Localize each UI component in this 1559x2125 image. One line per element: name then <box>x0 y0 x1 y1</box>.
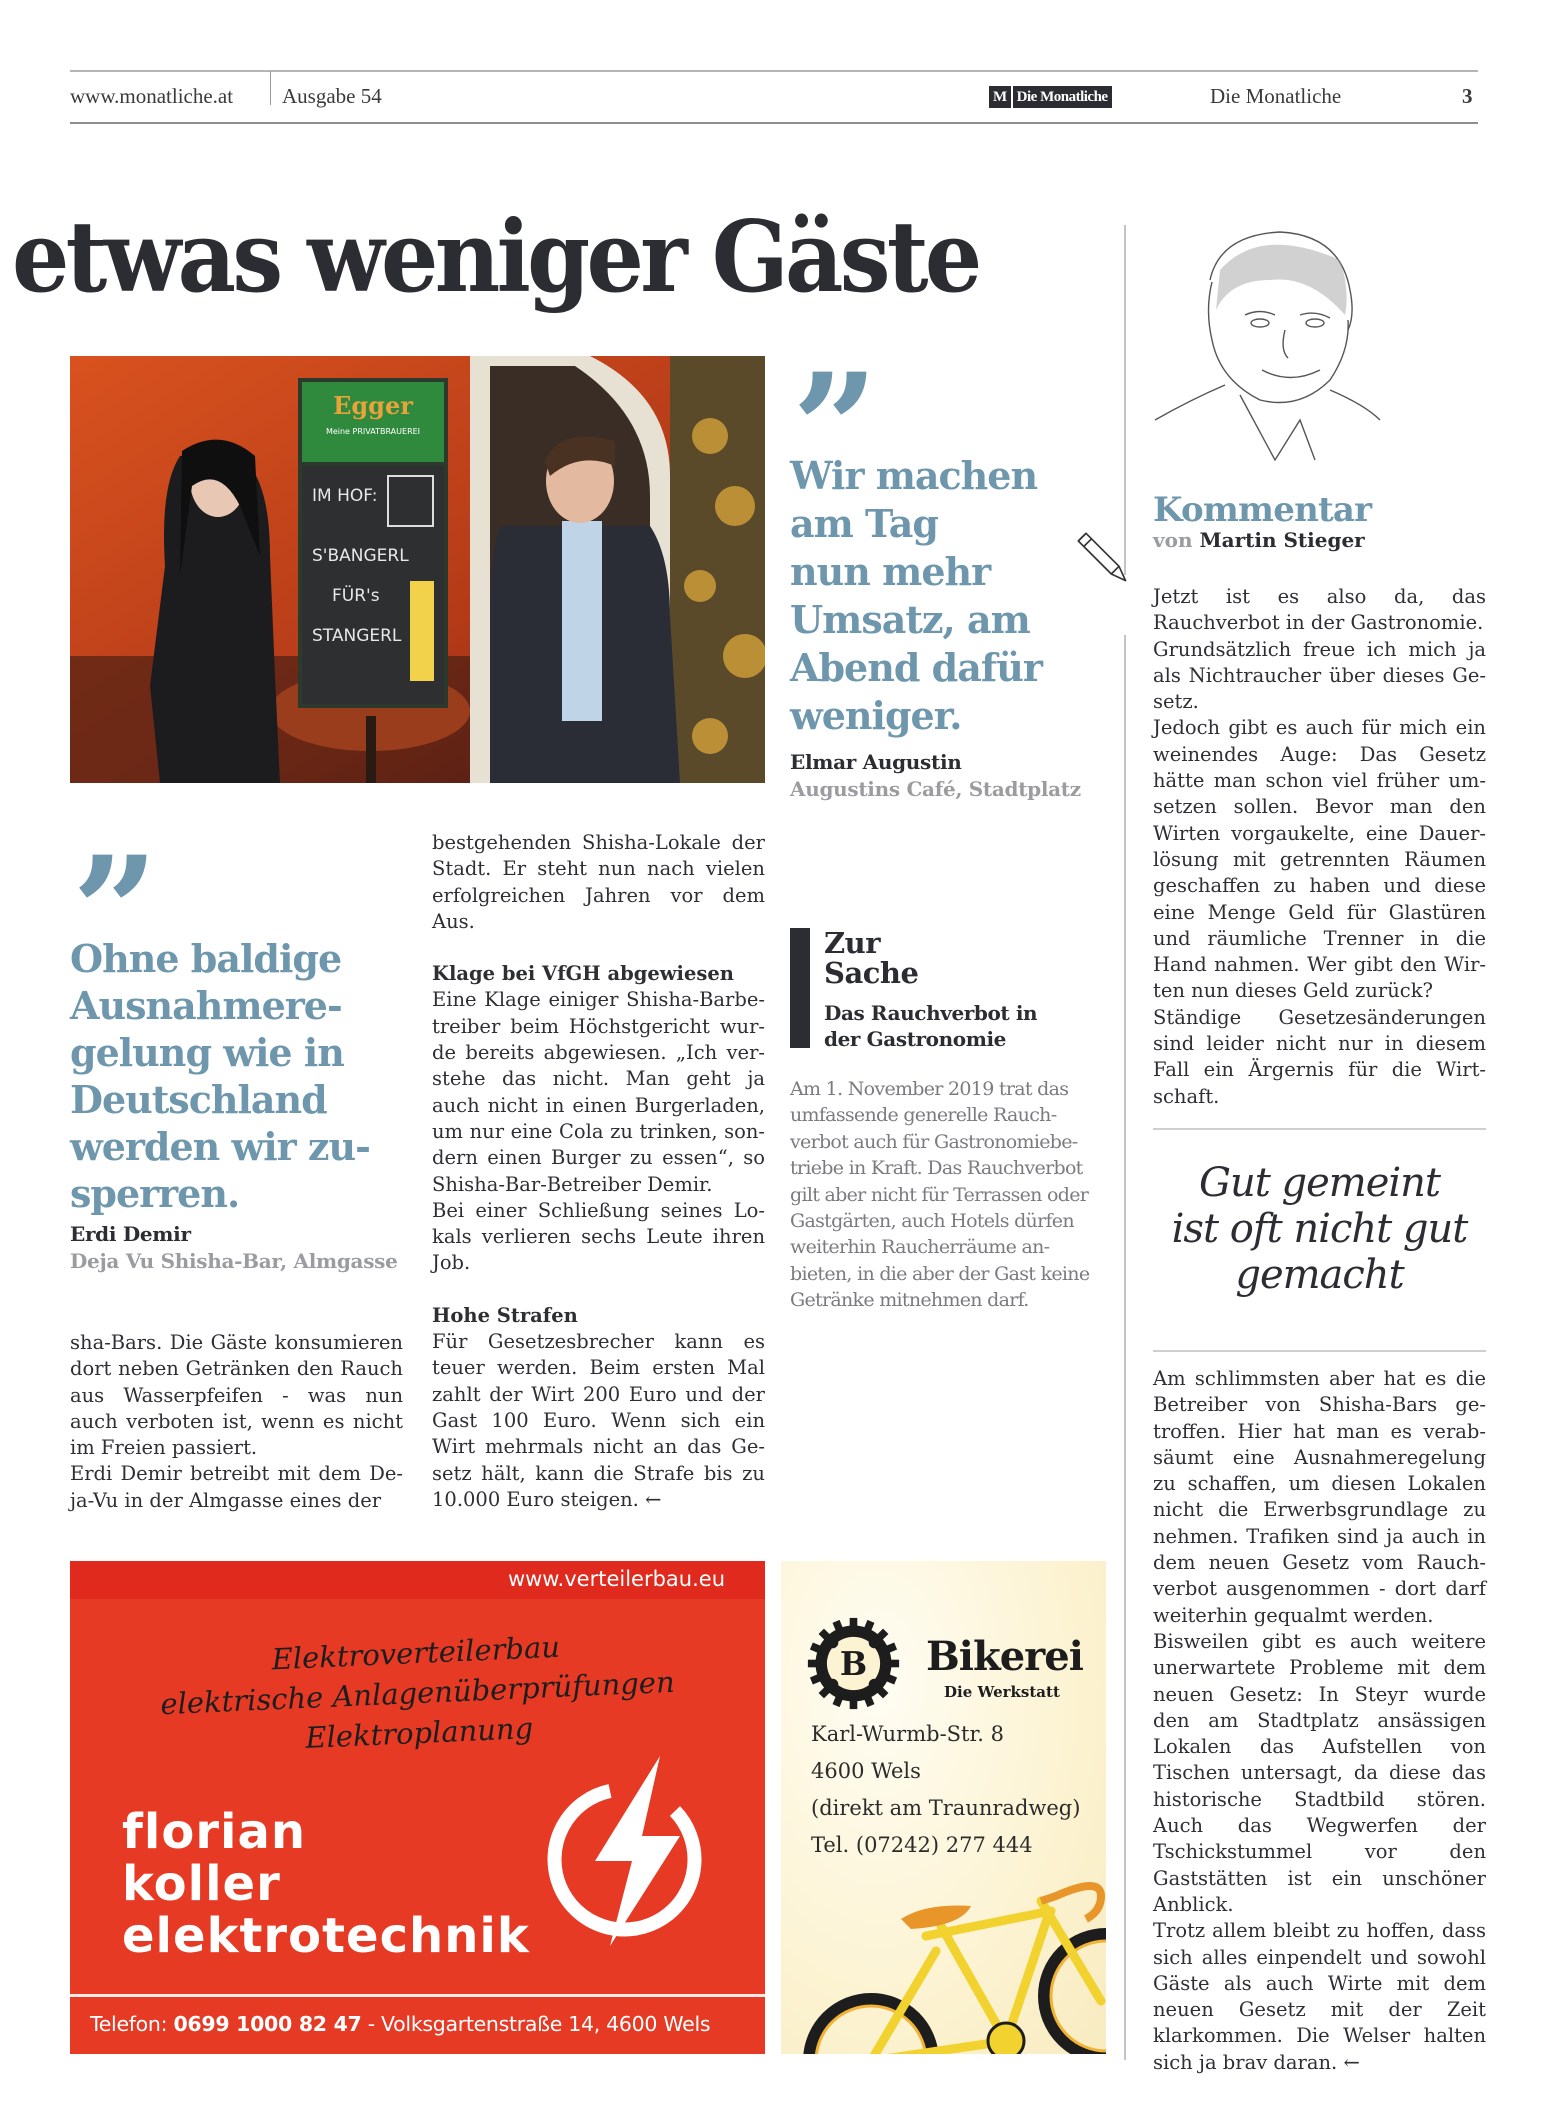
quote-place: Deja Vu Shisha-Bar, Almgasse <box>70 1249 398 1273</box>
paragraph: Trotz allem bleibt zu hoffen, dass sich alles einpendelt und sowohl Gäste als auch Wirte mit dem neuen Gesetz mit der Zeit klarkommen. Die Welser halten sich ja brav daran. ← <box>1153 1919 1486 2074</box>
paragraph: Eine Klage einiger Shisha-Barbetreiber beim Höchstgericht wurde bereits abgewiesen. „Ich verstehe das nicht. Man geht ja auch nicht in einen Burgerladen, um nur eine Cola zu trinken, sondern einen Burger zu essen“, so Shisha-Bar-Betreiber Demir. <box>432 988 765 1196</box>
zur-sache-bar <box>790 928 810 1048</box>
bicycle-illustration <box>801 1881 1106 2054</box>
address-line: Karl-Wurmb-Str. 8 <box>811 1722 1004 1746</box>
logo-m: M <box>989 86 1011 108</box>
pullquote-rule-bottom <box>1153 1350 1486 1352</box>
zur-sache-body: Am 1. November 2019 trat das umfassende generelle Rauchverbot auch für Gastronomiebetriebe in Kraft. Das Rauchverbot gilt aber nicht für Terrassen oder Gastgärten, auch Hotels dürfen weiterhin Raucherräume anbieten, in die aber der Gast keine Getränke mitnehmen darf. <box>790 1078 1090 1312</box>
sign-brand: Egger <box>333 391 413 420</box>
pull-quote-augustin <box>790 452 1120 740</box>
logo-letter: B <box>839 1644 868 1683</box>
paragraph: Grundsätzlich freue ich mich ja als Nichtraucher über dieses Gesetz. <box>1153 637 1486 714</box>
name-line: florian <box>122 1804 306 1860</box>
header-rule-top <box>70 70 1478 72</box>
ad-bikerei-address <box>811 1716 1080 1864</box>
quote-icon: ” <box>72 824 145 1000</box>
quote-line: Abend dafür <box>790 645 1042 690</box>
quote-line: Ohne baldige <box>70 936 342 981</box>
pullquote-line: ist oft nicht gut <box>1171 1206 1468 1252</box>
kommentar-column-top <box>1153 584 1486 1110</box>
name-line: koller <box>122 1856 281 1912</box>
quote-line: gelung wie in <box>70 1030 344 1075</box>
pencil-icon <box>1075 530 1130 585</box>
lightning-bolt-icon <box>540 1751 710 1951</box>
ad-service: Elektroverteilerbau <box>270 1629 561 1677</box>
paragraph: Erdi Demir betreibt mit dem Deja-Vu in der Almgasse eines der <box>70 1462 403 1512</box>
kommentar-author <box>1153 528 1365 552</box>
article-column-a <box>70 1330 403 1514</box>
ad-service: elektrische Anlagenüberprüfungen <box>159 1664 676 1722</box>
article-photo <box>70 356 765 783</box>
quote-line: werden wir zu- <box>70 1124 370 1169</box>
pullquote-line: Gut gemeint <box>1198 1160 1440 1206</box>
quote-author: Elmar Augustin <box>790 750 962 774</box>
quote-line: Umsatz, am <box>790 597 1030 642</box>
subtitle-line: Das Rauchverbot in <box>824 1001 1038 1025</box>
paragraph: sha-Bars. Die Gäste konsumieren dort neben Getränken den Rauch aus Wasserpfeifen - was nun auch verboten ist, wenn es nicht im Freien passiert. <box>70 1331 403 1460</box>
quote-line: sperren. <box>70 1171 240 1216</box>
header-url[interactable]: www.monatliche.at <box>70 84 234 108</box>
chainring-logo-icon <box>806 1616 901 1711</box>
header-publication: Die Monatliche <box>1210 84 1342 108</box>
address-line: 4600 Wels <box>811 1759 921 1783</box>
phone-number[interactable]: 0699 1000 82 47 <box>173 2012 362 2036</box>
sign-line: STANGERL <box>312 626 402 646</box>
zur-sache-subtitle <box>824 1000 1037 1052</box>
spacer <box>432 935 765 961</box>
header-separator <box>270 71 271 105</box>
publication-logo <box>989 86 1112 108</box>
paragraph: Jedoch gibt es auch für mich ein weinendes Auge: Das Gesetz hätte man schon viel früher umsetzen sollen. Bevor man den Wirten vorgaukelte, eine Dauerlösung mit getrennten Räumen geschaffen zu haben und diese eine Menge Geld für Glastüren und räumliche Trenner in die Hand nahmen. Wer gibt den Wirten nun dieses Geld zurück? <box>1153 716 1486 1003</box>
ad-url[interactable]: www.verteilerbau.eu <box>507 1567 725 1591</box>
header-rule-bottom <box>70 122 1478 124</box>
advertisement-bikerei[interactable] <box>781 1561 1106 2054</box>
column-divider <box>1124 225 1126 2060</box>
spacer <box>432 1277 765 1303</box>
title-line: Sache <box>824 956 919 990</box>
paragraph: Jetzt ist es also da, das Rauchverbot in der Gastronomie. <box>1153 585 1486 635</box>
subheading: Klage bei VfGH abgewiesen <box>432 962 734 986</box>
article-column-b <box>432 830 765 1513</box>
subheading: Hohe Strafen <box>432 1303 578 1327</box>
sign-line: FÜR's <box>332 586 380 606</box>
page-number: 3 <box>1462 84 1473 108</box>
ad-company-name <box>122 1806 530 1962</box>
paragraph: Bei einer Schließung seines Lokals verlieren sechs Leute ihren Job. <box>432 1198 765 1275</box>
zur-sache-title <box>824 928 918 988</box>
header-issue: Ausgabe 54 <box>282 84 382 108</box>
pull-quote-demir <box>70 935 400 1217</box>
pullquote-line: gemacht <box>1235 1252 1404 1298</box>
photo-illustration <box>70 356 765 783</box>
quote-line: nun mehr <box>790 549 991 594</box>
ad-divider <box>70 1994 765 1997</box>
paragraph: bestgehenden Shisha-Lokale der Stadt. Er steht nun nach vielen erfolgreichen Jahren vor dem Aus. <box>432 831 765 933</box>
advertisement-elektrotechnik[interactable] <box>70 1561 765 2054</box>
quote-place: Augustins Café, Stadtplatz <box>790 777 1081 801</box>
ad-contact <box>90 2012 710 2036</box>
kommentar-column-bottom <box>1153 1366 1486 2076</box>
quote-line: Deutschland <box>70 1077 327 1122</box>
title-line: Zur <box>824 926 881 960</box>
quote-line: am Tag <box>790 501 938 546</box>
kommentar-title: Kommentar <box>1153 490 1372 530</box>
name-line: elektrotechnik <box>122 1908 530 1964</box>
paragraph: Ständige Gesetzesänderungen sind leider nicht nur in diesem Fall ein Ärgernis für die Wirtschaft. <box>1153 1005 1486 1108</box>
kommentar-pullquote <box>1153 1160 1486 1298</box>
quote-line: weniger. <box>790 693 962 738</box>
ad-bikerei-tagline: Die Werkstatt <box>944 1683 1060 1701</box>
paragraph: Für Gesetzesbrecher kann es teuer werden. Beim ersten Mal zahlt der Wirt 200 Euro und der Gast 100 Euro. Wenn sich ein Wirt mehrmals nicht an das Gesetz hält, kann die Strafe bis zu 10.000 Euro steigen. ← <box>432 1330 765 1511</box>
sign-line: IM HOF: <box>312 486 378 506</box>
quote-line: Ausnahmere- <box>70 983 342 1028</box>
pullquote-rule-top <box>1153 1128 1486 1130</box>
quote-author: Erdi Demir <box>70 1222 191 1246</box>
paragraph: Am schlimmsten aber hat es die Betreiber von Shisha-Bars getroffen. Hier hat man es verabsäumt eine Ausnahmeregelung zu schaffen, um diesen Lokalen nicht die Erwerbsgrundlage zu nehmen. Trafiken sind ja auch in dem neuen Gesetz vom Rauchverbot ausgenommen - dort darf weiterhin gequalmt werden. <box>1153 1367 1486 1627</box>
by-label: von <box>1153 528 1193 552</box>
subtitle-line: der Gastronomie <box>824 1027 1006 1051</box>
address-line: (direkt am Traunradweg) <box>811 1796 1081 1820</box>
author-name: Martin Stieger <box>1199 528 1365 552</box>
page-headline: etwas weniger Gäste <box>12 200 979 315</box>
phone-label: Telefon: <box>90 2012 168 2036</box>
quote-line: Wir machen <box>790 453 1038 498</box>
ad-service: Elektroplanung <box>304 1711 534 1755</box>
ad-services <box>70 1618 765 1768</box>
phone-line[interactable]: Tel. (07242) 277 444 <box>811 1833 1033 1857</box>
address: - Volksgartenstraße 14, 4600 Wels <box>367 2012 711 2036</box>
author-portrait-sketch <box>1150 220 1400 470</box>
sign-tagline: Meine PRIVATBRAUEREI <box>325 427 421 436</box>
ad-bikerei-name: Bikerei <box>926 1633 1083 1680</box>
sign-line: S'BANGERL <box>312 546 409 566</box>
quote-icon: ” <box>792 341 865 517</box>
logo-name: Die Monatliche <box>1013 86 1112 108</box>
paragraph: Bisweilen gibt es auch weitere unerwartete Probleme mit dem neuen Gesetz: In Steyr wurde den am Stadtplatz ansässigen Lokalen das Aufstellen von Tischen untersagt, da diese das historische Stadtbild stören. Auch das Wegwerfen der Tschickstummel vor den Gaststätten ist ein unschöner Anblick. <box>1153 1629 1486 1916</box>
